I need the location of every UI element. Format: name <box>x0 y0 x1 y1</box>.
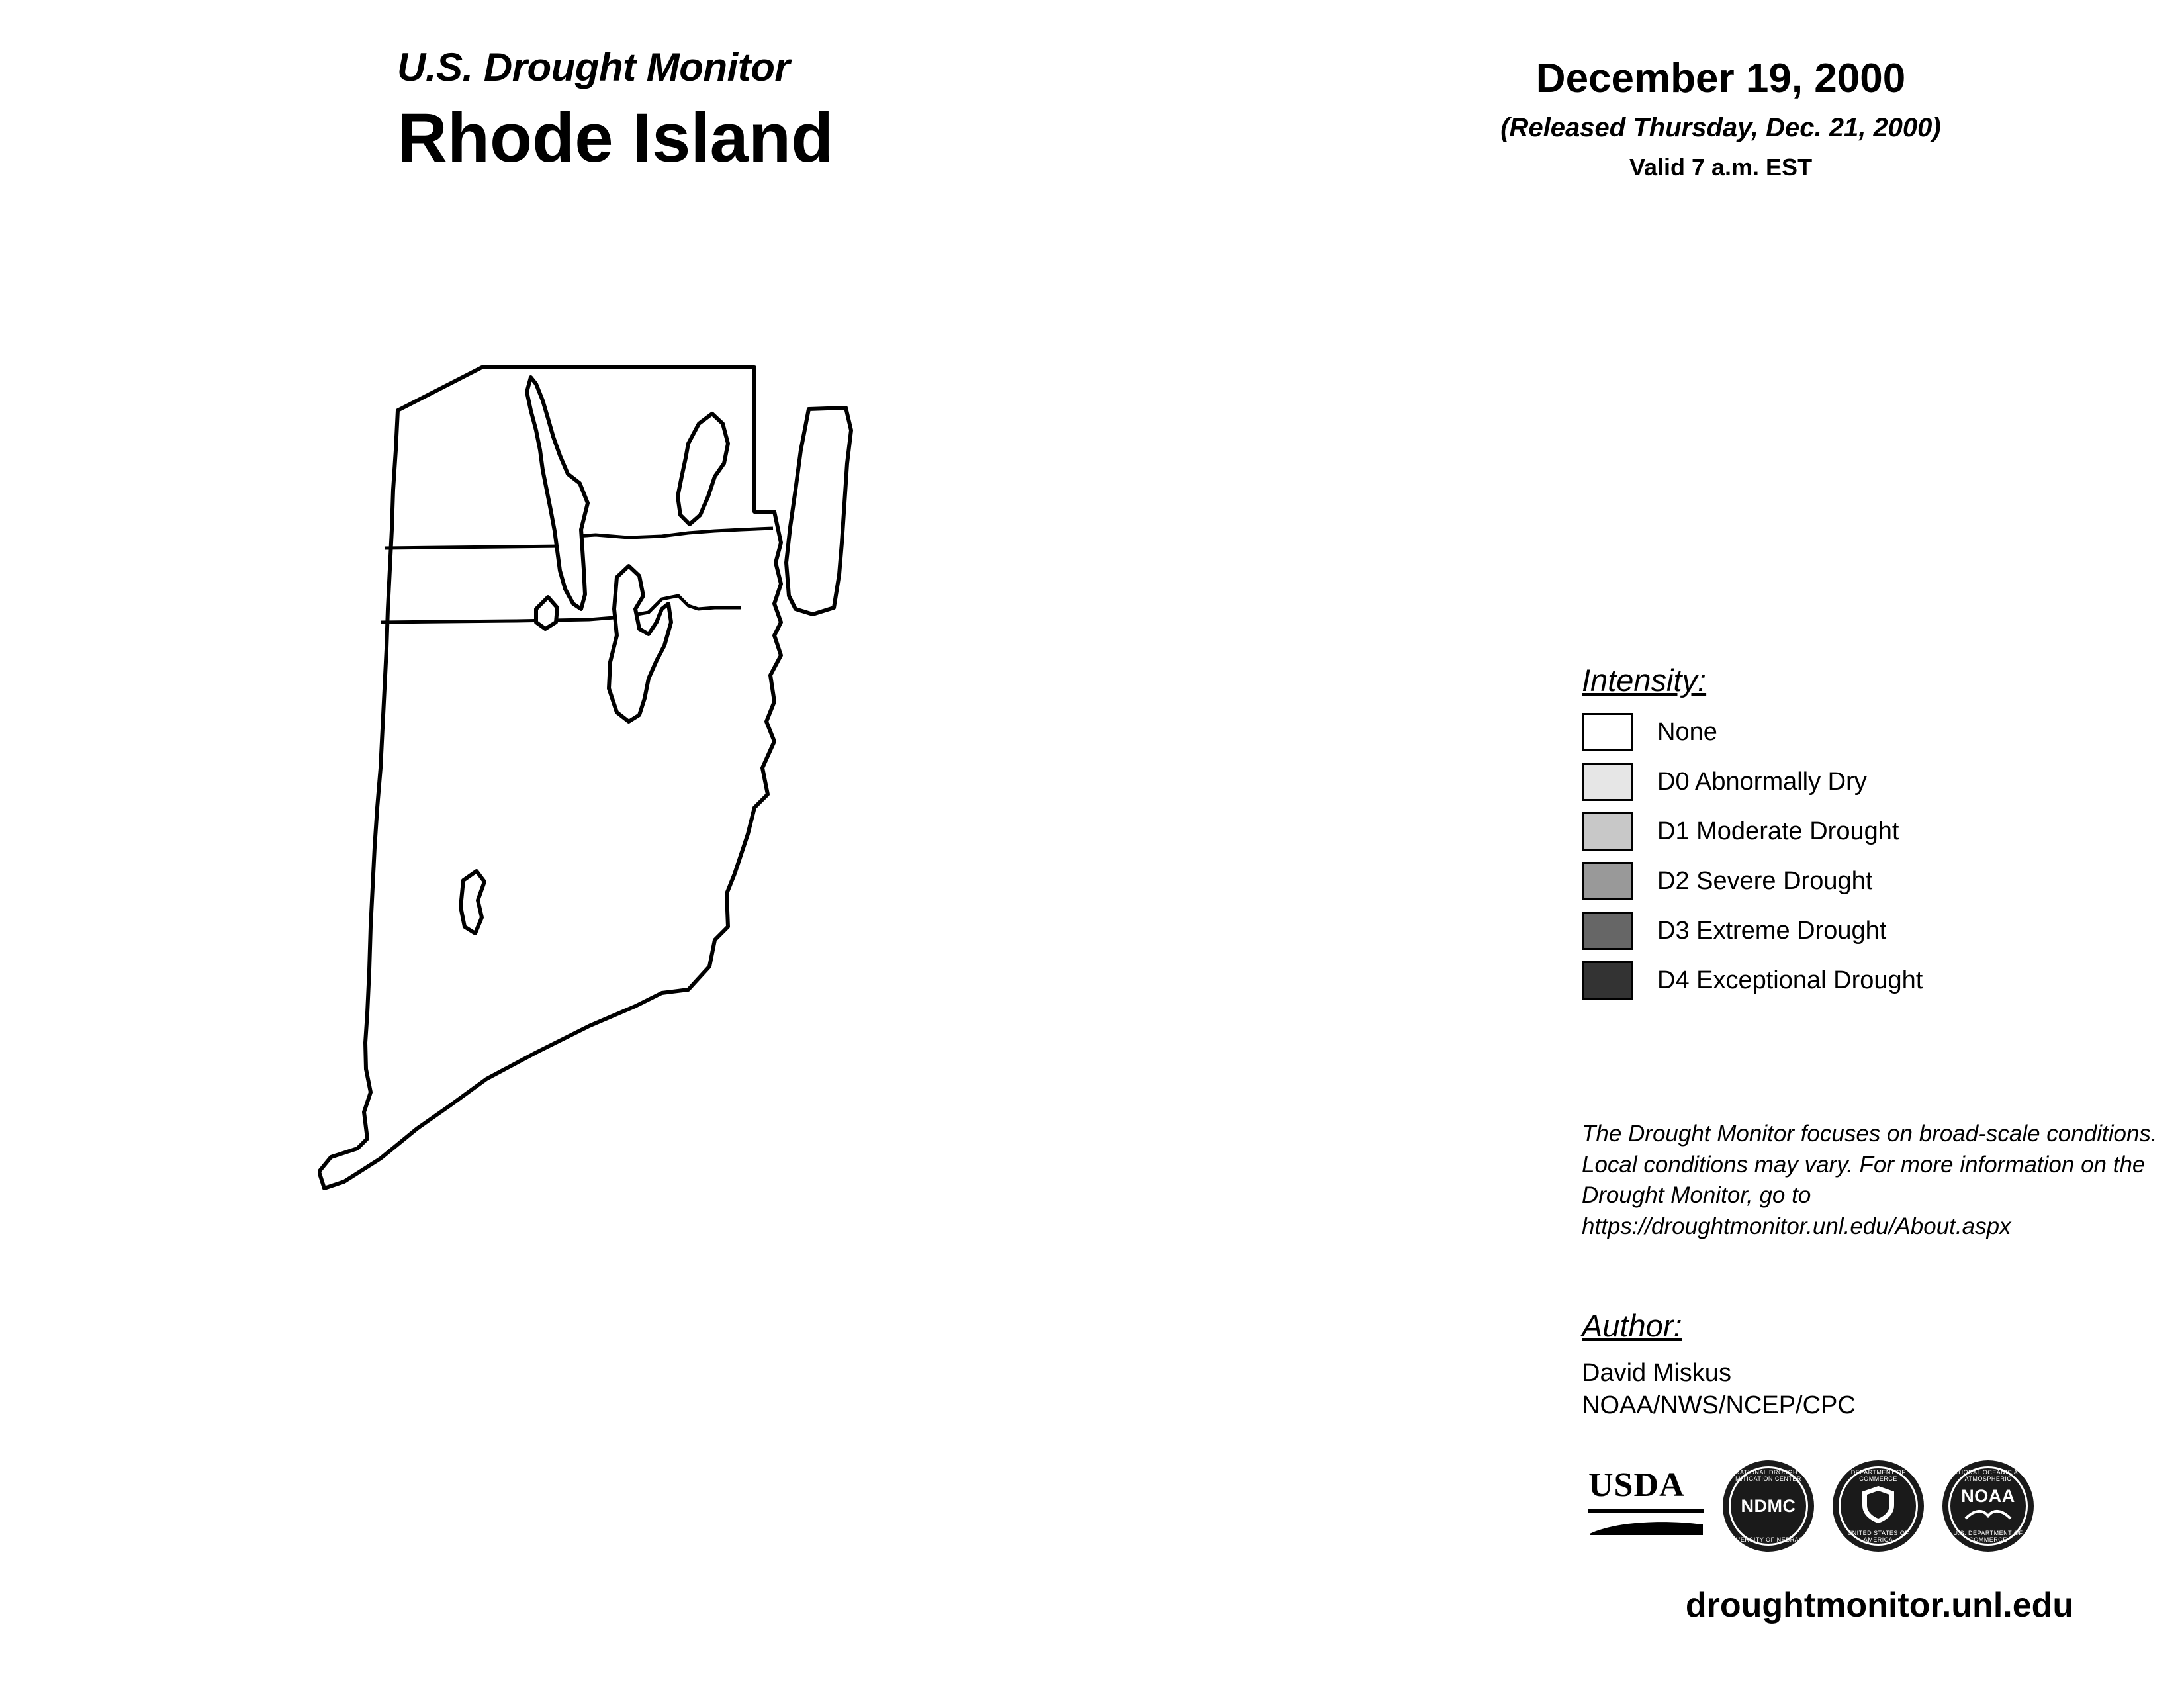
author-block <box>1582 1307 2177 1423</box>
legend-label-d0: D0 Abnormally Dry <box>1657 767 1867 796</box>
usda-seal-logo-core <box>1860 1485 1896 1526</box>
website-url[interactable]: droughtmonitor.unl.edu <box>1685 1586 2074 1624</box>
noaa-logo-ring-bottom: U.S. DEPARTMENT OF COMMERCE <box>1953 1530 2023 1543</box>
legend-swatch-d3 <box>1582 912 1633 950</box>
header-date-block <box>1390 56 2052 181</box>
legend-swatch-none <box>1582 713 1633 751</box>
rhode-island-drought-map <box>318 344 1377 1602</box>
noaa-logo-ring-top: NATIONAL OCEANIC AND ATMOSPHERIC <box>1948 1469 2028 1482</box>
ndmc-logo <box>1723 1460 1814 1552</box>
release-date: (Released Thursday, Dec. 21, 2000) <box>1500 113 1941 143</box>
usda-logo-text: USDA <box>1588 1466 1685 1504</box>
legend-swatch-d4 <box>1582 961 1633 1000</box>
noaa-logo <box>1942 1460 2034 1552</box>
usda-logo-bar <box>1588 1509 1704 1513</box>
valid-time: Valid 7 a.m. EST <box>1629 154 1813 181</box>
ndmc-logo-ring-top: NATIONAL DROUGHT MITIGATION CENTER <box>1735 1469 1801 1482</box>
usda-seal-logo <box>1833 1460 1924 1552</box>
legend-label-d1: D1 Moderate Drought <box>1657 817 1899 845</box>
usda-logo-swoosh <box>1588 1518 1704 1536</box>
legend-label-d2: D2 Severe Drought <box>1657 867 1873 895</box>
legend-swatch-d2 <box>1582 862 1633 900</box>
program-title: U.S. Drought Monitor <box>397 45 790 89</box>
noaa-logo-core <box>1961 1487 2015 1525</box>
noaa-logo-text: NOAA <box>1961 1485 2015 1506</box>
logo-row <box>1588 1456 2158 1556</box>
shield-icon <box>1860 1485 1896 1524</box>
author-name: David Miskus <box>1582 1359 1731 1387</box>
legend-item-d3 <box>1582 912 2124 950</box>
legend-label-d4: D4 Exceptional Drought <box>1657 966 1923 994</box>
legend-item-none <box>1582 713 2124 751</box>
island-eastern-shore <box>786 408 851 614</box>
legend-swatch-d0 <box>1582 763 1633 801</box>
author-heading: Author: <box>1582 1308 1682 1343</box>
legend-item-d4 <box>1582 961 2124 1000</box>
ndmc-logo-ring-bottom: UNIVERSITY OF NEBRASKA <box>1725 1536 1812 1543</box>
legend-label-d3: D3 Extreme Drought <box>1657 916 1887 945</box>
header-title-block <box>397 46 1059 179</box>
ndmc-logo-text: NDMC <box>1741 1495 1796 1516</box>
usda-seal-logo-ring-bottom: UNITED STATES OF AMERICA <box>1847 1530 1909 1543</box>
page-title: Rhode Island <box>397 99 834 177</box>
author-affiliation: NOAA/NWS/NCEP/CPC <box>1582 1391 1856 1420</box>
ndmc-logo-core <box>1741 1497 1796 1515</box>
legend-label-none: None <box>1657 718 1717 746</box>
usda-logo <box>1588 1468 1704 1544</box>
legend-item-d1 <box>1582 812 2124 851</box>
legend-item-d2 <box>1582 862 2124 900</box>
legend <box>1582 662 2124 1011</box>
legend-heading: Intensity: <box>1582 663 1707 698</box>
legend-item-d0 <box>1582 763 2124 801</box>
legend-swatch-d1 <box>1582 812 1633 851</box>
disclaimer-text: The Drought Monitor focuses on broad-scale conditions. Local conditions may vary. For more information on the Drought Monitor, go to https://droughtmonitor.unl.edu/About.aspx <box>1582 1121 2158 1239</box>
usda-seal-logo-ring-top: DEPARTMENT OF COMMERCE <box>1850 1469 1906 1482</box>
seagull-icon <box>1963 1508 2013 1523</box>
map-date: December 19, 2000 <box>1535 56 1906 101</box>
